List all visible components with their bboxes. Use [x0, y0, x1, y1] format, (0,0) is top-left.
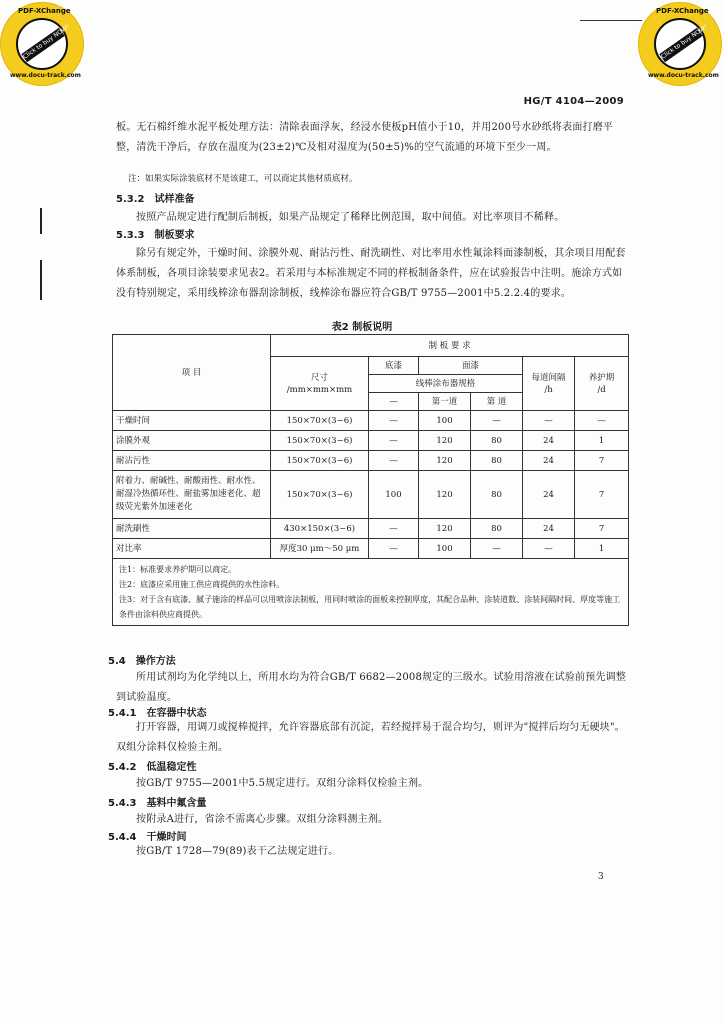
- row-size: 150×70×(3~6): [271, 451, 369, 471]
- size-label: 尺寸: [310, 372, 328, 383]
- stamp-badge: [16, 18, 71, 70]
- row-size: 430×150×(3~6): [271, 519, 369, 539]
- stamp-click-label: Click to buy NOW!: [21, 23, 71, 61]
- row-cure: 7: [575, 519, 629, 539]
- row-interval: 24: [523, 451, 575, 471]
- top-rule: [580, 20, 642, 21]
- spec-table: [112, 334, 629, 626]
- section-number: 5.4: [108, 656, 126, 667]
- row-second: 80: [471, 431, 523, 451]
- section-title: 基料中氟含量: [146, 798, 207, 809]
- section-title: 制板要求: [154, 230, 195, 241]
- row-first: 120: [419, 519, 471, 539]
- section-text-5-4-4: 按GB/T 1728—79(89)表干乙法规定进行。: [136, 846, 339, 857]
- section-number: 5.3.2: [116, 194, 145, 205]
- row-first: 120: [419, 431, 471, 451]
- row-primer: —: [369, 519, 419, 539]
- row-cure: 1: [575, 431, 629, 451]
- stamp-url: www.docu-track.com: [10, 72, 81, 79]
- row-cure: —: [575, 411, 629, 431]
- row-interval: 24: [523, 519, 575, 539]
- size-unit: /mm×mm×mm: [286, 384, 353, 395]
- intro-paragraph: 板。无石棉纤维水泥平板处理方法：清除表面浮灰，经浸水使板pH值小于10，并用200号水砂纸将表面打磨平整，清洗干净后，存放在温度为(23±2)℃及相对湿度为(50±5)%的空气流通的环境下至少一周。: [116, 122, 614, 153]
- header-topcoat: 面漆: [419, 357, 523, 375]
- cure-unit: /d: [597, 384, 606, 395]
- header-requirements: 制 板 要 求: [271, 335, 629, 357]
- section-heading-5-4: [108, 652, 176, 667]
- row-size: 150×70×(3~6): [271, 471, 369, 519]
- table-note: 注1：标准要求养护期可以商定。: [119, 565, 237, 574]
- table-row: [113, 471, 629, 519]
- section-text-5-3-2: 按照产品规定进行配制后制板，如果产品规定了稀释比例范围，取中间值。对比率项目不稀释。: [136, 212, 565, 223]
- section-title: 干燥时间: [146, 832, 187, 843]
- row-primer: —: [369, 411, 419, 431]
- section-heading-5-4-2: [108, 758, 196, 773]
- row-first: 120: [419, 471, 471, 519]
- row-interval: —: [523, 539, 575, 559]
- section-text-5-4-3: 按附录A进行，省涂不需离心步骤。双组分涂料测主剂。: [136, 814, 389, 825]
- interval-unit: /h: [544, 384, 553, 395]
- section-title: 操作方法: [135, 656, 176, 667]
- row-interval: —: [523, 411, 575, 431]
- section-heading-5-3-2: [116, 190, 194, 205]
- page-number: 3: [598, 872, 604, 882]
- row-first: 100: [419, 411, 471, 431]
- table-note: 注3：对于含有底漆、腻子施涂的样品可以用喷涂法制板，用同时喷涂的面板来控制厚度，其配合品种、涂装道数、涂装间隔时间、厚度等施工条件由涂料供应商提供。: [119, 595, 621, 619]
- section-heading-5-4-1: [108, 704, 206, 719]
- section-text-5-3-3: 除另有规定外，干燥时间、涂膜外观、耐沾污性、耐洗刷性、对比率用水性氟涂料面漆制板，其余项目用配套体系制板，各项目涂装要求见表2。若采用与本标准规定不同的样板制备条件，应在试验报告中注明。施涂方式如没有特别规定，采用线棒涂布器刮涂制板，线棒涂布器应符合GB/T 9755—2001中5.2.2.4的要求。: [116, 248, 626, 299]
- header-interval: [523, 357, 575, 411]
- row-item: 涂膜外观: [113, 431, 271, 451]
- section-text-5-4-1: 打开容器，用调刀或搅棒搅拌，允许容器底部有沉淀，若经搅拌易于混合均匀，则评为"搅拌后均匀无硬块"。双组分涂料仅检验主剂。: [116, 722, 625, 753]
- row-cure: 1: [575, 539, 629, 559]
- header-wire-bar: 线棒涂布器规格: [369, 375, 523, 393]
- stamp-brand: PDF-XChange: [656, 7, 709, 15]
- header-size: [271, 357, 369, 411]
- section-title: 试样准备: [154, 194, 195, 205]
- watermark-stamp-right[interactable]: [642, 6, 718, 82]
- row-item: 干燥时间: [113, 411, 271, 431]
- scan-mark: [40, 208, 42, 234]
- table-notes: [113, 559, 629, 626]
- section-heading-5-4-3: [108, 794, 206, 809]
- row-size: 150×70×(3~6): [271, 411, 369, 431]
- stamp-brand: PDF-XChange: [18, 7, 71, 15]
- table-note: 注2：底漆应采用施工供应商提供的水性涂料。: [119, 580, 285, 589]
- header-first-coat: 第一道: [419, 393, 471, 411]
- stamp-click-label: Click to buy NOW!: [659, 23, 709, 61]
- table-row: [113, 451, 629, 471]
- row-second: —: [471, 411, 523, 431]
- row-interval: 24: [523, 471, 575, 519]
- row-second: —: [471, 539, 523, 559]
- row-size: 150×70×(3~6): [271, 431, 369, 451]
- stamp-badge: [654, 18, 709, 70]
- row-cure: 7: [575, 471, 629, 519]
- section-number: 5.4.3: [108, 798, 137, 809]
- header-second-coat: 第 道: [471, 393, 523, 411]
- intro-note: 注：如果实际涂装底材不是该建工，可以商定其他材质底材。: [128, 174, 358, 184]
- section-heading-5-3-3: [116, 226, 194, 241]
- section-text-5-4: 所用试剂均为化学纯以上，所用水均为符合GB/T 6682—2008规定的三级水。试验用溶液在试验前预先调整到试验温度。: [116, 672, 627, 703]
- table-row: [113, 431, 629, 451]
- row-first: 100: [419, 539, 471, 559]
- table-row: [113, 539, 629, 559]
- header-primer-coat: —: [369, 393, 419, 411]
- row-item: 对比率: [113, 539, 271, 559]
- row-cure: 7: [575, 451, 629, 471]
- watermark-stamp-left[interactable]: [4, 6, 80, 82]
- row-second: 80: [471, 519, 523, 539]
- section-number: 5.4.4: [108, 832, 137, 843]
- section-heading-5-4-4: [108, 828, 186, 843]
- row-primer: —: [369, 539, 419, 559]
- stamp-url: www.docu-track.com: [648, 72, 719, 79]
- doc-number: HG/T 4104—2009: [523, 96, 624, 107]
- scan-mark: [40, 260, 42, 300]
- row-interval: 24: [523, 431, 575, 451]
- row-item: 附着力、耐碱性、耐酸雨性、耐水性、耐湿冷热循环性、耐盐雾加速老化、超级荧光紫外加速老化: [113, 471, 271, 519]
- row-primer: —: [369, 451, 419, 471]
- section-number: 5.4.1: [108, 708, 137, 719]
- row-item: 耐沾污性: [113, 451, 271, 471]
- table-row: [113, 519, 629, 539]
- cure-label: 养护期: [588, 372, 615, 383]
- row-second: 80: [471, 471, 523, 519]
- table-notes-row: [113, 559, 629, 626]
- section-title: 在容器中状态: [146, 708, 207, 719]
- table-row: [113, 411, 629, 431]
- row-second: 80: [471, 451, 523, 471]
- header-item: 项 目: [113, 335, 271, 411]
- table-caption: 表2 制板说明: [331, 322, 393, 333]
- section-number: 5.3.3: [116, 230, 145, 241]
- row-size: 厚度30 μm～50 μm: [271, 539, 369, 559]
- section-number: 5.4.2: [108, 762, 137, 773]
- section-text-5-4-2: 按GB/T 9755—2001中5.5规定进行。双组分涂料仅检验主剂。: [136, 778, 429, 789]
- row-item: 耐洗刷性: [113, 519, 271, 539]
- header-cure: [575, 357, 629, 411]
- row-first: 120: [419, 451, 471, 471]
- row-primer: 100: [369, 471, 419, 519]
- section-title: 低温稳定性: [146, 762, 197, 773]
- header-primer: 底漆: [369, 357, 419, 375]
- interval-label: 每道间隔: [531, 372, 566, 383]
- row-primer: —: [369, 431, 419, 451]
